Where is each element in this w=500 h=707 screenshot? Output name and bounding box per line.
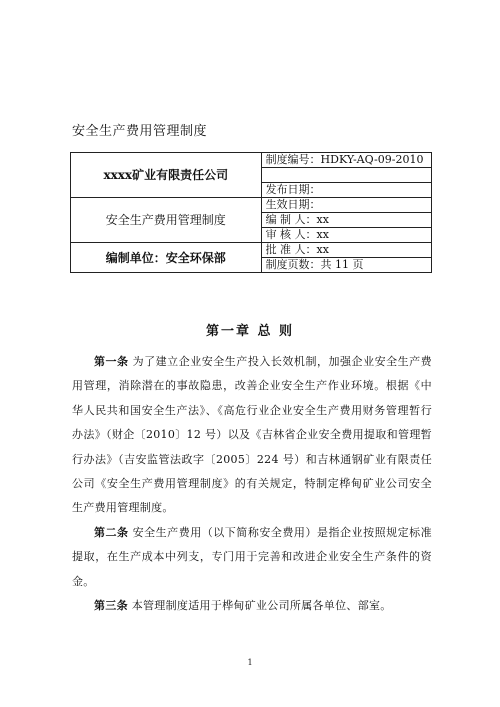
document-title: 安全生产费用管理制度 bbox=[72, 124, 208, 139]
system-name-cell: 安全生产费用管理制度 bbox=[71, 198, 262, 243]
article-label: 第三条 bbox=[94, 599, 128, 613]
article-text: 本管理制度适用于桦甸矿业公司所属各单位、部室。 bbox=[127, 599, 392, 613]
blank-cell bbox=[261, 168, 431, 183]
issue-date-cell: 发布日期： bbox=[261, 183, 431, 198]
article-text: 安全生产费用（以下简称安全费用）是指企业按照规定标准提取，在生产成本中列支，专门用于完善和改进企业安全生产条件的资金。 bbox=[72, 525, 432, 588]
page-number: 1 bbox=[247, 658, 253, 667]
pages-cell: 制度页数：共 11 页 bbox=[261, 258, 431, 273]
author-cell: 编 制 人：xx bbox=[261, 213, 431, 228]
company-name-cell: xxxx矿业有限责任公司 bbox=[71, 153, 262, 198]
dept-cell: 编制单位：安全环保部 bbox=[71, 243, 262, 273]
article-label: 第二条 bbox=[94, 525, 129, 539]
info-table bbox=[70, 152, 432, 273]
article-text: 为了建立企业安全生产投入长效机制，加强企业安全生产费用管理，消除潜在的事故隐患，改善企业安全生产作业环境。根据《中华人民共和国安全生产法》、《高危行业企业安全生产费用财务管理暂行办法》（财企〔2010〕12 号）以及《吉林省企业安全费用提取和管理暂行办法》（吉安监管法政字〔2005〕224 号）和吉林通钢矿业有限责任公司《安全生产费用管理制度》的有关规定，特制定桦甸矿业公司安全生产费用管理制度。 bbox=[72, 355, 432, 515]
doc-number-cell: 制度编号：HDKY-AQ-09-2010 bbox=[261, 153, 431, 168]
article-paragraph bbox=[72, 594, 432, 618]
chapter-heading: 第一章 总 则 bbox=[205, 324, 295, 339]
article-paragraph bbox=[72, 521, 432, 594]
effective-date-cell: 生效日期： bbox=[261, 198, 431, 213]
approver-cell: 批 准 人：xx bbox=[261, 243, 431, 258]
article-label: 第一条 bbox=[94, 355, 129, 368]
document-body bbox=[72, 350, 432, 618]
article-paragraph bbox=[72, 350, 432, 521]
reviewer-cell: 审 核 人：xx bbox=[261, 228, 431, 243]
